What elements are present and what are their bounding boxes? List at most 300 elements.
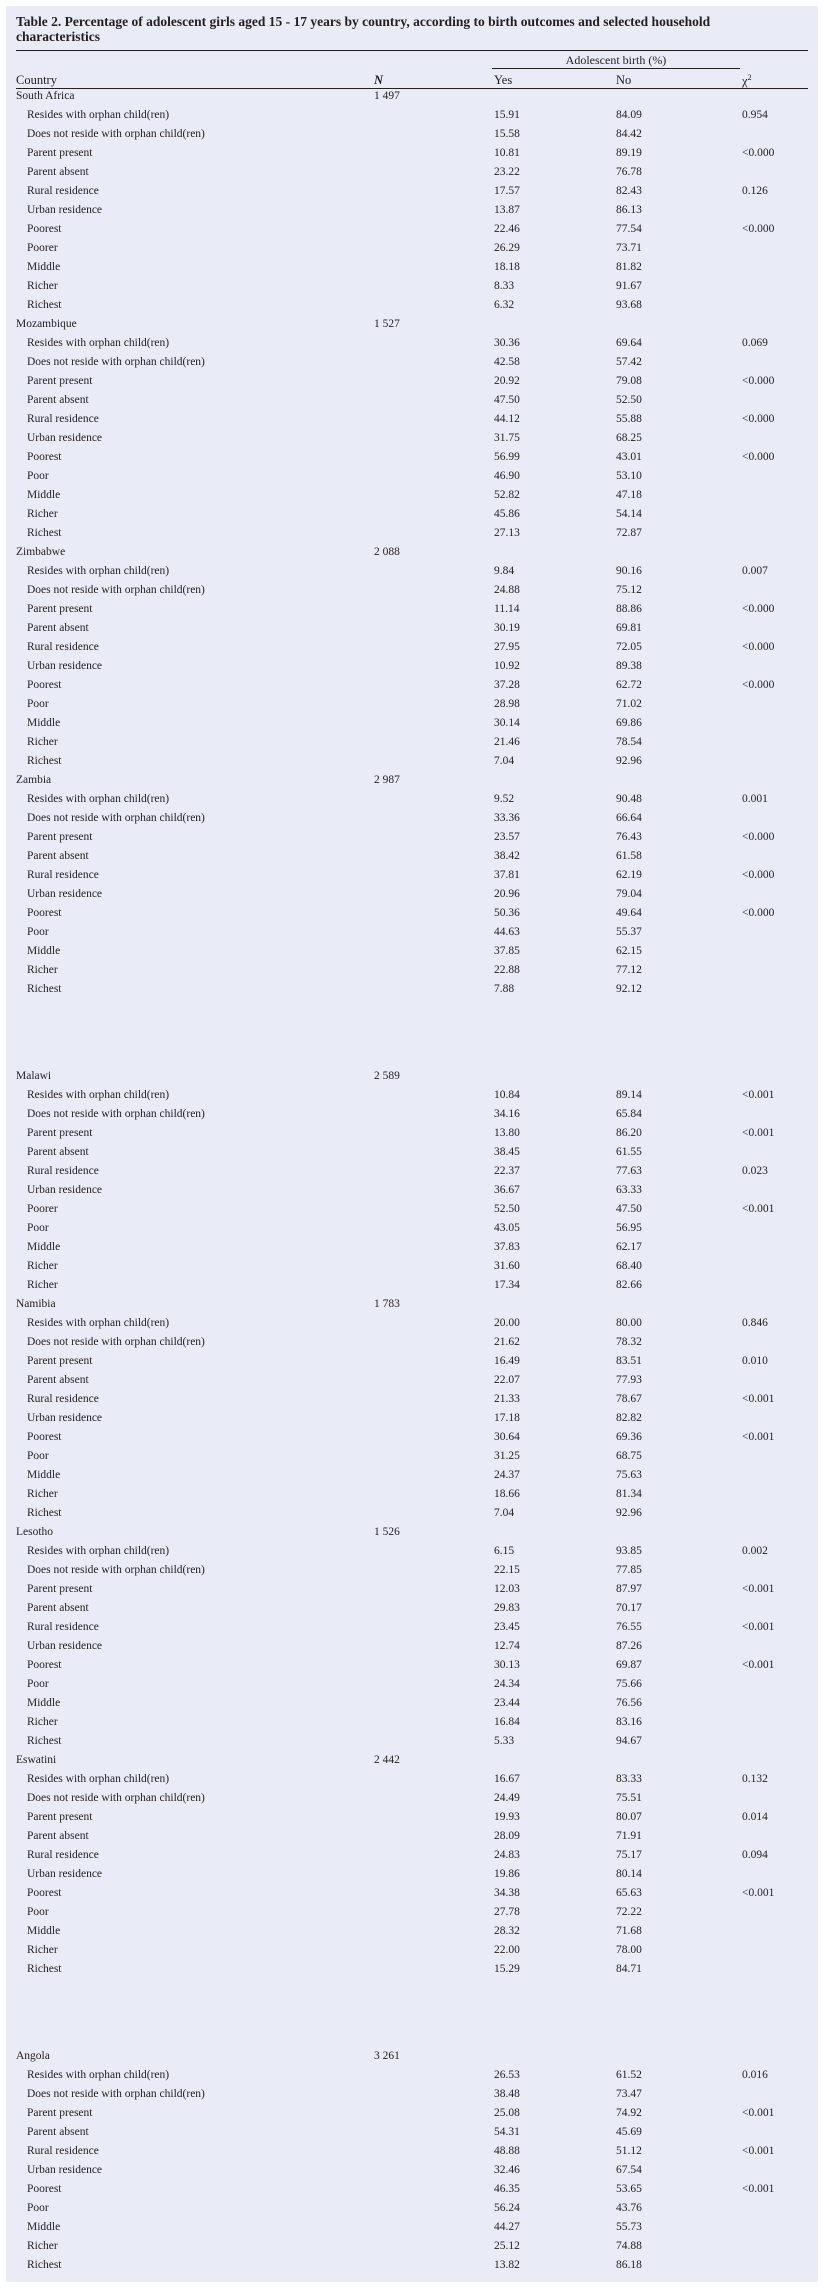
chi-square-p-value: <0.001 — [742, 1887, 775, 1899]
chi-square-p-value: <0.000 — [742, 869, 775, 881]
table-row — [6, 449, 818, 468]
table-row — [6, 1695, 818, 1714]
characteristic-label: Does not reside with orphan child(ren) — [27, 356, 205, 368]
table-row — [6, 924, 818, 943]
characteristic-label: Parent absent — [27, 394, 89, 406]
yes-percentage: 20.00 — [494, 1317, 520, 1329]
characteristic-label: Parent present — [27, 2107, 93, 2119]
characteristic-label: Rural residence — [27, 413, 99, 425]
country-name: Zimbabwe — [16, 546, 66, 558]
table-row — [6, 164, 818, 183]
no-percentage: 78.00 — [616, 1944, 642, 1956]
no-percentage: 54.14 — [616, 508, 642, 520]
yes-percentage: 44.12 — [494, 413, 520, 425]
country-row — [6, 88, 818, 107]
chi-square-p-value: <0.000 — [742, 451, 775, 463]
characteristic-label: Does not reside with orphan child(ren) — [27, 1108, 205, 1120]
no-percentage: 87.97 — [616, 1583, 642, 1595]
no-percentage: 74.92 — [616, 2107, 642, 2119]
table-row — [6, 810, 818, 829]
no-percentage: 90.16 — [616, 565, 642, 577]
characteristic-label: Middle — [27, 945, 61, 957]
yes-percentage: 34.38 — [494, 1887, 520, 1899]
yes-percentage: 30.19 — [494, 622, 520, 634]
table-row — [6, 468, 818, 487]
table-row — [6, 1714, 818, 1733]
table-row — [6, 297, 818, 316]
no-percentage: 76.78 — [616, 166, 642, 178]
table-row — [6, 1182, 818, 1201]
characteristic-label: Richer — [27, 508, 58, 520]
table-row — [6, 1087, 818, 1106]
characteristic-label: Rural residence — [27, 869, 99, 881]
characteristic-label: Parent present — [27, 1355, 93, 1367]
table-row — [6, 392, 818, 411]
country-name: Mozambique — [16, 318, 77, 330]
characteristic-label: Richest — [27, 983, 62, 995]
no-percentage: 71.68 — [616, 1925, 642, 1937]
yes-percentage: 6.32 — [494, 299, 515, 311]
no-percentage: 69.81 — [616, 622, 642, 634]
no-percentage: 55.37 — [616, 926, 642, 938]
yes-percentage: 34.16 — [494, 1108, 520, 1120]
no-percentage: 84.71 — [616, 1963, 642, 1975]
characteristic-label: Urban residence — [27, 1868, 103, 1880]
no-percentage: 76.43 — [616, 831, 642, 843]
characteristic-label: Resides with orphan child(ren) — [27, 1089, 170, 1101]
characteristic-label: Rural residence — [27, 641, 99, 653]
table-row — [6, 1106, 818, 1125]
no-percentage: 73.47 — [616, 2088, 642, 2100]
characteristic-label: Parent present — [27, 375, 93, 387]
table-row — [6, 1410, 818, 1429]
characteristic-label: Resides with orphan child(ren) — [27, 1545, 170, 1557]
table-row — [6, 734, 818, 753]
table-row — [6, 848, 818, 867]
yes-percentage: 15.29 — [494, 1963, 520, 1975]
yes-percentage: 23.57 — [494, 831, 520, 843]
characteristic-label: Resides with orphan child(ren) — [27, 2069, 170, 2081]
yes-percentage: 54.31 — [494, 2126, 520, 2138]
characteristic-label: Richer — [27, 1716, 58, 1728]
country-name: South Africa — [16, 90, 75, 102]
no-percentage: 92.96 — [616, 755, 642, 767]
table-row — [6, 2067, 818, 2086]
yes-percentage: 31.60 — [494, 1260, 520, 1272]
yes-percentage: 19.93 — [494, 1811, 520, 1823]
no-percentage: 92.96 — [616, 1507, 642, 1519]
yes-percentage: 10.84 — [494, 1089, 520, 1101]
no-percentage: 76.56 — [616, 1697, 642, 1709]
chi-square-p-value: 0.016 — [742, 2069, 768, 2081]
country-row — [6, 544, 818, 563]
characteristic-label: Urban residence — [27, 888, 103, 900]
yes-percentage: 23.22 — [494, 166, 520, 178]
characteristic-label: Richest — [27, 2259, 62, 2271]
yes-percentage: 17.57 — [494, 185, 520, 197]
yes-percentage: 12.03 — [494, 1583, 520, 1595]
table-row — [6, 1961, 818, 1980]
no-percentage: 62.15 — [616, 945, 642, 957]
yes-percentage: 18.18 — [494, 261, 520, 273]
no-percentage: 77.93 — [616, 1374, 642, 1386]
chi-square-p-value: <0.000 — [742, 831, 775, 843]
yes-percentage: 24.83 — [494, 1849, 520, 1861]
no-percentage: 81.34 — [616, 1488, 642, 1500]
no-percentage: 47.18 — [616, 489, 642, 501]
characteristic-label: Poor — [27, 1222, 49, 1234]
no-percentage: 78.32 — [616, 1336, 642, 1348]
country-row — [6, 1524, 818, 1543]
characteristic-label: Does not reside with orphan child(ren) — [27, 1792, 205, 1804]
characteristic-label: Richest — [27, 299, 62, 311]
yes-percentage: 20.92 — [494, 375, 520, 387]
yes-percentage: 12.74 — [494, 1640, 520, 1652]
characteristic-label: Poor — [27, 926, 49, 938]
yes-percentage: 26.53 — [494, 2069, 520, 2081]
chi-square-p-value: 0.002 — [742, 1545, 768, 1557]
table-row — [6, 1258, 818, 1277]
no-percentage: 77.85 — [616, 1564, 642, 1576]
no-percentage: 92.12 — [616, 983, 642, 995]
no-percentage: 69.64 — [616, 337, 642, 349]
no-percentage: 69.36 — [616, 1431, 642, 1443]
table-row — [6, 905, 818, 924]
no-percentage: 81.82 — [616, 261, 642, 273]
yes-percentage: 15.91 — [494, 109, 520, 121]
no-percentage: 83.16 — [616, 1716, 642, 1728]
yes-percentage: 7.88 — [494, 983, 515, 995]
no-percentage: 80.14 — [616, 1868, 642, 1880]
no-percentage: 74.88 — [616, 2240, 642, 2252]
yes-percentage: 22.15 — [494, 1564, 520, 1576]
no-percentage: 62.72 — [616, 679, 642, 691]
characteristic-label: Parent absent — [27, 1146, 89, 1158]
characteristic-label: Middle — [27, 2221, 61, 2233]
table-row — [6, 278, 818, 297]
no-percentage: 65.84 — [616, 1108, 642, 1120]
country-row — [6, 1068, 818, 1087]
table-row — [6, 1353, 818, 1372]
yes-percentage: 47.50 — [494, 394, 520, 406]
table-row — [6, 354, 818, 373]
characteristic-label: Parent present — [27, 603, 93, 615]
table-row — [6, 1809, 818, 1828]
yes-percentage: 38.45 — [494, 1146, 520, 1158]
no-percentage: 77.12 — [616, 964, 642, 976]
no-percentage: 90.48 — [616, 793, 642, 805]
chi-square-p-value: <0.000 — [742, 375, 775, 387]
no-percentage: 55.88 — [616, 413, 642, 425]
characteristic-label: Richer — [27, 1488, 58, 1500]
table-row — [6, 582, 818, 601]
table-row — [6, 1467, 818, 1486]
sample-size: 2 088 — [374, 546, 400, 558]
characteristic-label: Resides with orphan child(ren) — [27, 565, 170, 577]
no-percentage: 84.42 — [616, 128, 642, 140]
table-row — [6, 2124, 818, 2143]
table-row — [6, 373, 818, 392]
table-row — [6, 1201, 818, 1220]
yes-percentage: 15.58 — [494, 128, 520, 140]
sample-size: 2 442 — [374, 1754, 400, 1766]
characteristic-label: Poor — [27, 1906, 49, 1918]
yes-percentage: 52.50 — [494, 1203, 520, 1215]
no-percentage: 49.64 — [616, 907, 642, 919]
table-row — [6, 506, 818, 525]
characteristic-label: Parent absent — [27, 1602, 89, 1614]
no-percentage: 77.63 — [616, 1165, 642, 1177]
country-row — [6, 316, 818, 335]
page-break-gap — [6, 1000, 818, 1068]
characteristic-label: Resides with orphan child(ren) — [27, 1773, 170, 1785]
table-row — [6, 2086, 818, 2105]
no-percentage: 83.33 — [616, 1773, 642, 1785]
table-row — [6, 259, 818, 278]
adolescent-birth-rule — [492, 68, 740, 69]
no-percentage: 43.01 — [616, 451, 642, 463]
yes-percentage: 56.99 — [494, 451, 520, 463]
table-row — [6, 2162, 818, 2181]
characteristic-label: Urban residence — [27, 660, 103, 672]
table-row — [6, 1657, 818, 1676]
table-row — [6, 1125, 818, 1144]
chi-square-p-value: 0.069 — [742, 337, 768, 349]
sample-size: 1 497 — [374, 90, 400, 102]
characteristic-label: Resides with orphan child(ren) — [27, 109, 170, 121]
no-percentage: 82.66 — [616, 1279, 642, 1291]
characteristic-label: Richer — [27, 1260, 58, 1272]
table-row — [6, 126, 818, 145]
characteristic-label: Parent absent — [27, 850, 89, 862]
characteristic-label: Middle — [27, 1925, 61, 1937]
characteristic-label: Poor — [27, 698, 49, 710]
no-percentage: 67.54 — [616, 2164, 642, 2176]
table-row — [6, 1885, 818, 1904]
chi-square-column-header — [742, 73, 752, 89]
yes-percentage: 37.85 — [494, 945, 520, 957]
table-row — [6, 1638, 818, 1657]
table-row — [6, 1904, 818, 1923]
table-row — [6, 1676, 818, 1695]
characteristic-label: Parent absent — [27, 166, 89, 178]
yes-percentage: 17.18 — [494, 1412, 520, 1424]
table-row — [6, 1771, 818, 1790]
table-row — [6, 1448, 818, 1467]
no-percentage: 75.12 — [616, 584, 642, 596]
table-row — [6, 715, 818, 734]
characteristic-label: Poorest — [27, 907, 62, 919]
no-percentage: 94.67 — [616, 1735, 642, 1747]
yes-percentage: 16.67 — [494, 1773, 520, 1785]
no-percentage: 80.07 — [616, 1811, 642, 1823]
characteristic-label: Urban residence — [27, 1412, 103, 1424]
table-row — [6, 1847, 818, 1866]
country-row — [6, 1752, 818, 1771]
yes-percentage: 44.27 — [494, 2221, 520, 2233]
yes-percentage: 45.86 — [494, 508, 520, 520]
yes-percentage: 20.96 — [494, 888, 520, 900]
table-row — [6, 753, 818, 772]
characteristic-label: Middle — [27, 717, 61, 729]
yes-percentage: 56.24 — [494, 2202, 520, 2214]
characteristic-label: Parent present — [27, 147, 93, 159]
yes-percentage: 18.66 — [494, 1488, 520, 1500]
characteristic-label: Middle — [27, 489, 61, 501]
characteristic-label: Resides with orphan child(ren) — [27, 337, 170, 349]
no-percentage: 52.50 — [616, 394, 642, 406]
characteristic-label: Middle — [27, 1469, 61, 1481]
no-percentage: 45.69 — [616, 2126, 642, 2138]
characteristic-label: Rural residence — [27, 1621, 99, 1633]
country-name: Zambia — [16, 774, 52, 786]
table-row — [6, 411, 818, 430]
yes-column-header: Yes — [494, 73, 513, 87]
no-percentage: 61.55 — [616, 1146, 642, 1158]
yes-percentage: 24.34 — [494, 1678, 520, 1690]
table-row — [6, 1543, 818, 1562]
characteristic-label: Poorest — [27, 1659, 62, 1671]
characteristic-label: Does not reside with orphan child(ren) — [27, 812, 205, 824]
yes-percentage: 5.33 — [494, 1735, 515, 1747]
yes-percentage: 23.44 — [494, 1697, 520, 1709]
yes-percentage: 19.86 — [494, 1868, 520, 1880]
chi-square-p-value: <0.001 — [742, 2145, 775, 2157]
yes-percentage: 27.78 — [494, 1906, 520, 1918]
characteristic-label: Middle — [27, 1241, 61, 1253]
chi-square-p-value: 0.132 — [742, 1773, 768, 1785]
table-row — [6, 563, 818, 582]
characteristic-label: Parent present — [27, 1811, 93, 1823]
characteristic-label: Richest — [27, 1735, 62, 1747]
table-row — [6, 658, 818, 677]
yes-percentage: 13.80 — [494, 1127, 520, 1139]
chi-square-p-value: <0.000 — [742, 641, 775, 653]
yes-percentage: 9.84 — [494, 565, 515, 577]
table-row — [6, 867, 818, 886]
no-percentage: 43.76 — [616, 2202, 642, 2214]
characteristic-label: Urban residence — [27, 204, 103, 216]
no-column-header: No — [616, 73, 632, 87]
yes-percentage: 30.13 — [494, 1659, 520, 1671]
no-percentage: 91.67 — [616, 280, 642, 292]
yes-percentage: 44.63 — [494, 926, 520, 938]
characteristic-label: Richer — [27, 280, 58, 292]
characteristic-label: Richer — [27, 1944, 58, 1956]
table-row — [6, 1581, 818, 1600]
yes-percentage: 13.82 — [494, 2259, 520, 2271]
no-percentage: 63.33 — [616, 1184, 642, 1196]
no-percentage: 72.05 — [616, 641, 642, 653]
table-row — [6, 943, 818, 962]
characteristic-label: Urban residence — [27, 1184, 103, 1196]
yes-percentage: 33.36 — [494, 812, 520, 824]
chi-square-p-value: 0.001 — [742, 793, 768, 805]
table-row — [6, 1619, 818, 1638]
chi-square-p-value: <0.001 — [742, 1089, 775, 1101]
no-percentage: 71.91 — [616, 1830, 642, 1842]
table-top-rule — [16, 50, 808, 51]
yes-percentage: 46.90 — [494, 470, 520, 482]
no-percentage: 86.20 — [616, 1127, 642, 1139]
yes-percentage: 30.64 — [494, 1431, 520, 1443]
table-row — [6, 1790, 818, 1809]
characteristic-label: Urban residence — [27, 2164, 103, 2176]
sample-size: 1 527 — [374, 318, 400, 330]
yes-percentage: 7.04 — [494, 755, 515, 767]
no-percentage: 88.86 — [616, 603, 642, 615]
table-row — [6, 2105, 818, 2124]
no-percentage: 77.54 — [616, 223, 642, 235]
no-percentage: 72.22 — [616, 1906, 642, 1918]
chi-square-p-value: <0.001 — [742, 1393, 775, 1405]
table-row — [6, 1372, 818, 1391]
no-percentage: 53.10 — [616, 470, 642, 482]
no-percentage: 66.64 — [616, 812, 642, 824]
yes-percentage: 32.46 — [494, 2164, 520, 2176]
country-row — [6, 1296, 818, 1315]
characteristic-label: Poorest — [27, 1887, 62, 1899]
yes-percentage: 38.42 — [494, 850, 520, 862]
country-name: Namibia — [16, 1298, 56, 1310]
country-name: Malawi — [16, 1070, 52, 1082]
table-row — [6, 487, 818, 506]
page-break-gap — [6, 1980, 818, 2048]
characteristic-label: Resides with orphan child(ren) — [27, 793, 170, 805]
characteristic-label: Richest — [27, 527, 62, 539]
yes-percentage: 10.81 — [494, 147, 520, 159]
characteristic-label: Poorer — [27, 1203, 58, 1215]
yes-percentage: 22.46 — [494, 223, 520, 235]
no-percentage: 73.71 — [616, 242, 642, 254]
characteristic-label: Parent absent — [27, 1830, 89, 1842]
characteristic-label: Middle — [27, 261, 61, 273]
no-percentage: 82.43 — [616, 185, 642, 197]
characteristic-label: Parent absent — [27, 622, 89, 634]
table-row — [6, 1562, 818, 1581]
characteristic-label: Poor — [27, 470, 49, 482]
characteristic-label: Richer — [27, 2240, 58, 2252]
yes-percentage: 36.67 — [494, 1184, 520, 1196]
no-percentage: 84.09 — [616, 109, 642, 121]
chi-square-p-value: <0.001 — [742, 1203, 775, 1215]
no-percentage: 86.18 — [616, 2259, 642, 2271]
table-row — [6, 601, 818, 620]
yes-percentage: 24.88 — [494, 584, 520, 596]
table-row — [6, 829, 818, 848]
no-percentage: 70.17 — [616, 1602, 642, 1614]
characteristic-label: Poorest — [27, 679, 62, 691]
chi-square-p-value: <0.000 — [742, 603, 775, 615]
no-percentage: 68.25 — [616, 432, 642, 444]
characteristic-label: Rural residence — [27, 1165, 99, 1177]
table-row — [6, 1239, 818, 1258]
characteristic-label: Parent present — [27, 1583, 93, 1595]
no-percentage: 69.87 — [616, 1659, 642, 1671]
table-row — [6, 1486, 818, 1505]
sample-size: 3 261 — [374, 2050, 400, 2062]
no-percentage: 93.68 — [616, 299, 642, 311]
yes-percentage: 13.87 — [494, 204, 520, 216]
chi-square-p-value: <0.001 — [742, 1431, 775, 1443]
no-percentage: 62.17 — [616, 1241, 642, 1253]
chi-square-p-value: 0.014 — [742, 1811, 768, 1823]
no-percentage: 53.65 — [616, 2183, 642, 2195]
no-percentage: 89.38 — [616, 660, 642, 672]
characteristic-label: Richest — [27, 1963, 62, 1975]
chi-square-p-value: 0.846 — [742, 1317, 768, 1329]
no-percentage: 68.40 — [616, 1260, 642, 1272]
